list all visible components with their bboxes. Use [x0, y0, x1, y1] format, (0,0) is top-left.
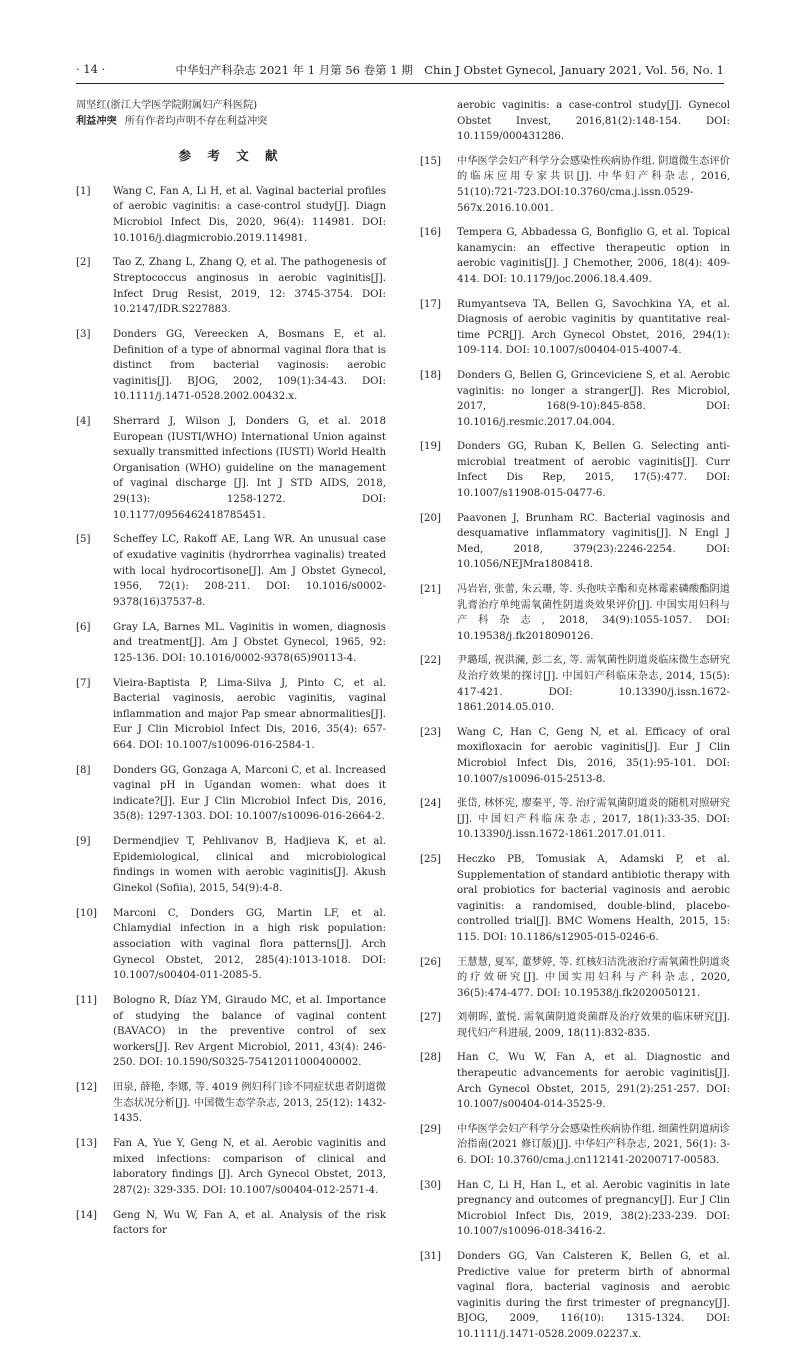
reference-item	[76, 1136, 386, 1198]
reference-text: Geng N, Wu W, Fan A, et al. Analysis of the risk factors for	[113, 1209, 386, 1237]
page-number: · 14 ·	[76, 62, 106, 76]
reference-text: 刘朝晖, 董悦. 需氧菌阴道炎菌群及治疗效果的临床研究[J]. 现代妇产科进展, 2009, 18(11):832-835.	[457, 1012, 730, 1039]
reference-number: [8]	[76, 764, 91, 776]
reference-item	[76, 1080, 386, 1127]
reference-text: Marconi C, Donders GG, Martin LF, et al. Chlamydial infection in a high risk population: association with vaginal flora patterns[J]. Arch Gynecol Obstet, 2012, 285(4):1013-1018. DOI: 10.1007/s00404-011-2085-5.	[113, 907, 386, 982]
reference-item	[420, 796, 730, 843]
reference-text: 田泉, 薛艳, 李娜, 等. 4019 例妇科门诊不同症状患者阴道微生态状况分析[J]. 中国微生态学杂志, 2013, 25(12): 1432-1435.	[113, 1082, 386, 1125]
reference-item	[76, 676, 386, 754]
reference-text: Han C, Wu W, Fan A, et al. Diagnostic and therapeutic advancements for aerobic vaginitis[J]. Arch Gynecol Obstet, 2015, 291(2):251-257. DOI: 10.1007/s00404-014-3525-9.	[457, 1052, 730, 1111]
reference-item	[76, 532, 386, 610]
reference-text: 尹璐瑶, 祝洪澜, 彭二玄, 等. 需氧菌性阴道炎临床微生态研究及治疗效果的探讨[J]. 中国妇产科临床杂志, 2014, 15(5): 417-421. DOI: 10.13390/j.issn.1672-1861.2014.05.010.	[457, 655, 730, 714]
reference-number: [7]	[76, 677, 91, 689]
reference-number: [23]	[420, 726, 441, 738]
reference-text: Donders GG, Van Calsteren K, Bellen G, et al. Predictive value for preterm birth of abnormal vaginal flora, bacterial vaginosis and aerobic vaginitis during the first trimester of pregnancy[J]. BJOG, 2009, 116(10): 1315-1324. DOI: 10.1111/j.1471-0528.2009.02237.x.	[457, 1251, 730, 1340]
conflict-text: 所有作者均声明不存在利益冲突	[124, 115, 268, 127]
reference-number: [11]	[76, 994, 97, 1006]
reference-item	[420, 1122, 730, 1169]
reference-text: Bologno R, Díaz YM, Giraudo MC, et al. Importance of studying the balance of vaginal content (BAVACO) in the preventive control of sex workers[J]. Rev Argent Microbiol, 2011, 43(4): 246-250. DOI: 10.1590/S0325-75412011000400002.	[113, 994, 386, 1069]
reference-list-right	[420, 154, 730, 1343]
reference-item	[420, 368, 730, 430]
left-column	[76, 98, 386, 1248]
reference-text: 中华医学会妇产科学分会感染性疾病协作组. 细菌性阴道病诊治指南(2021 修订版)[J]. 中华妇产科杂志, 2021, 56(1): 3-6. DOI: 10.3760/cma.j.cn112141-20200717-00583.	[457, 1123, 730, 1167]
journal-info: 中华妇产科杂志 2021 年 1 月第 56 卷第 1 期 Chin J Obstet Gynecol, January 2021, Vol. 56, No. 1	[175, 63, 724, 77]
header-rule	[76, 83, 724, 84]
reference-item	[420, 1010, 730, 1041]
reference-item	[420, 955, 730, 1002]
reference-item	[420, 1249, 730, 1343]
reference-item	[420, 725, 730, 787]
reference-number: [19]	[420, 441, 441, 453]
author-affiliation: 周坚红(浙江大学医学院附属妇产科医院)	[76, 100, 258, 111]
reference-item	[76, 906, 386, 984]
reference-number: [29]	[420, 1123, 441, 1135]
reference-item	[76, 184, 386, 246]
reference-text: Donders GG, Ruban K, Bellen G. Selecting anti-microbial treatment of aerobic vaginitis[J]. Curr Infect Dis Rep, 2015, 17(5):477. DOI: 10.1007/s11908-015-0477-6.	[457, 441, 730, 500]
reference-number: [26]	[420, 956, 441, 968]
reference-text: Fan A, Yue Y, Geng N, et al. Aerobic vaginitis and mixed infections: comparison of clinical and laboratory findings [J]. Arch Gynecol Obstet, 2013, 287(2): 329-335. DOI: 10.1007/s00404-012-2571-4.	[113, 1138, 386, 1196]
reference-number: [24]	[420, 798, 441, 810]
reference-number: [2]	[76, 257, 91, 269]
reference-item	[76, 327, 386, 405]
running-header	[76, 62, 724, 78]
reference-number: [3]	[76, 328, 91, 340]
reference-number: [12]	[76, 1082, 97, 1094]
reference-text: Wang C, Han C, Geng N, et al. Efficacy of oral moxifloxacin for aerobic vaginitis[J]. Eur J Clin Microbiol Infect Dis, 2016, 35(1):95-101. DOI: 10.1007/s10096-015-2513-8.	[457, 726, 730, 785]
reference-item	[420, 653, 730, 715]
reference-item	[420, 1050, 730, 1112]
reference-item	[420, 1178, 730, 1240]
reference-item	[76, 620, 386, 667]
reference-item	[76, 255, 386, 317]
reference-number: [31]	[420, 1251, 441, 1262]
reference-number: [5]	[76, 534, 91, 546]
reference-number: [1]	[76, 185, 91, 197]
reference-text: Paavonen J, Brunham RC. Bacterial vaginosis and desquamative inflammatory vaginitis[J]. N Engl J Med, 2018, 379(23):2246-2254. DOI: 10.1056/NEJMra1808418.	[457, 512, 730, 571]
reference-number: [20]	[420, 512, 441, 524]
reference-text: Donders GG, Gonzaga A, Marconi C, et al. Increased vaginal pH in Ugandan women: what does it indicate?[J]. Eur J Clin Microbiol Infect Dis, 2016, 35(8): 1297-1303. DOI: 10.1007/s10096-016-2664-2.	[113, 764, 386, 823]
reference-item	[420, 439, 730, 501]
reference-number: [21]	[420, 584, 441, 596]
reference-text: Donders GG, Vereecken A, Bosmans E, et al. Definition of a type of abnormal vaginal flora that is distinct from bacterial vaginosis: aerobic vaginitis[J]. BJOG, 2002, 109(1):34-43. DOI: 10.1111/j.1471-0528.2002.00432.x.	[113, 328, 386, 403]
reference-number: [25]	[420, 853, 441, 865]
reference-text: Donders G, Bellen G, Grinceviciene S, et al. Aerobic vaginitis: no longer a stranger[J]. Res Microbiol, 2017, 168(9-10):845-858. DOI: 10.1016/j.resmic.2017.04.004.	[457, 369, 730, 428]
conflict-of-interest	[76, 114, 386, 130]
reference-item	[420, 297, 730, 359]
reference-list-left	[76, 184, 386, 1239]
reference-text: Sherrard J, Wilson J, Donders G, et al. 2018 European (IUSTI/WHO) International Union against sexually transmitted infections (IUSTI) World Health Organisation (WHO) guideline on the management of vaginal discharge [J]. Int J STD AIDS, 2018, 29(13): 1258-1272. DOI: 10.1177/0956462418785451.	[113, 416, 387, 521]
reference-text: Tao Z, Zhang L, Zhang Q, et al. The pathogenesis of Streptococcus anginosus in aerobic vaginitis[J]. Infect Drug Resist, 2019, 12: 3745-3754. DOI: 10.2147/IDR.S227883.	[113, 257, 386, 316]
reference-text: Rumyantseva TA, Bellen G, Savochkina YA, et al. Diagnosis of aerobic vaginitis by quantitative real-time PCR[J]. Arch Gynecol Obstet, 2016, 294(1): 109-114. DOI: 10.1007/s00404-015-4007-4.	[457, 298, 730, 357]
reference-number: [22]	[420, 655, 441, 667]
reference-number: [15]	[420, 155, 441, 167]
reference-number: [9]	[76, 836, 91, 848]
reference-number: [30]	[420, 1179, 441, 1191]
reference-text: 王慧慧, 夏军, 董梦婷, 等. 红核妇洁洗液治疗需氧菌性阴道炎的疗效研究[J]. 中国实用妇科与产科杂志, 2020, 36(5):474-477. DOI: 10.19538/j.fk2020050121.	[457, 956, 730, 999]
reference-text: 中华医学会妇产科学分会感染性疾病协作组. 阴道微生态评价的临床应用专家共识[J]. 中华妇产科杂志, 2016, 51(10):721-723.DOI:10.3760/cma.j.issn.0529-567x.2016.10.001.	[457, 155, 730, 214]
reference-item	[420, 582, 730, 644]
reference-text: Wang C, Fan A, Li H, et al. Vaginal bacterial profiles of aerobic vaginitis: a case-control study[J]. Diagn Microbiol Infect Dis, 2020, 96(4): 114981. DOI: 10.1016/j.diagmicrobio.2019.114981.	[113, 185, 386, 244]
reference-number: [18]	[420, 369, 441, 381]
reference-text: Scheffey LC, Rakoff AE, Lang WR. An unusual case of exudative vaginitis (hydrorrhea vaginalis) treated with local hydrocortisone[J]. Am J Obstet Gynecol, 1956, 72(1): 208-211. DOI: 10.1016/s0002-9378(16)37537-8.	[113, 534, 386, 608]
reference-number: [16]	[420, 227, 441, 239]
reference-text: Gray LA, Barnes ML. Vaginitis in women, diagnosis and treatment[J]. Am J Obstet Gynecol, 1965, 92: 125-136. DOI: 10.1016/0002-9378(65)90113-4.	[113, 621, 386, 664]
reference-item	[76, 834, 386, 896]
reference-item	[76, 414, 386, 523]
reference-number: [14]	[76, 1209, 97, 1221]
reference-item	[76, 1208, 386, 1239]
reference-item	[420, 225, 730, 287]
reference-text: Dermendjiev T, Pehlivanov B, Hadjieva K, et al. Epidemiological, clinical and microbiological findings in women with aerobic vaginitis[J]. Akush Ginekol (Sofiia), 2015, 54(9):4-8.	[113, 836, 386, 895]
reference-number: [6]	[76, 621, 91, 633]
reference-number: [27]	[420, 1012, 441, 1024]
reference-text: Heczko PB, Tomusiak A, Adamski P, et al. Supplementation of standard antibiotic therapy with oral probiotics for bacterial vaginosis and aerobic vaginitis: a randomised, double-blind, placebo-controlled trial[J]. BMC Womens Health, 2015, 15: 115. DOI: 10.1186/s12905-015-0246-6.	[457, 853, 730, 943]
reference-number: [10]	[76, 907, 97, 919]
reference-item	[420, 852, 730, 946]
reference-text: Han C, Li H, Han L, et al. Aerobic vaginitis in late pregnancy and outcomes of pregnancy[J]. Eur J Clin Microbiol Infect Dis, 2019, 38(2):233-239. DOI: 10.1007/s10096-018-3416-2.	[457, 1179, 730, 1238]
reference-item	[76, 993, 386, 1071]
reference-text: Vieira-Baptista P, Lima-Silva J, Pinto C, et al. Bacterial vaginosis, aerobic vaginitis, vaginal inflammation and major Pap smear abnormalities[J]. Eur J Clin Microbiol Infect Dis, 2016, 35(4): 657-664. DOI: 10.1007/s10096-016-2584-1.	[113, 677, 386, 751]
conflict-label: 利益冲突	[76, 114, 117, 127]
reference-number: [28]	[420, 1052, 441, 1064]
reference-number: [13]	[76, 1138, 97, 1150]
reference-text: 张岱, 林怀宪, 廖秦平, 等. 治疗需氧菌阴道炎的随机对照研究[J]. 中国妇产科临床杂志, 2017, 18(1):33-35. DOI: 10.13390/j.issn.1672-1861.2017.01.011.	[457, 798, 730, 841]
reference-14-continuation: aerobic vaginitis: a case-control study[J]. Gynecol Obstet Invest, 2016,81(2):148-154. DOI: 10.1159/000431286.	[457, 100, 730, 143]
reference-number: [4]	[76, 416, 91, 428]
right-column	[420, 98, 730, 1352]
reference-number: [17]	[420, 298, 441, 310]
references-heading: 参 考 文 献	[178, 148, 284, 164]
reference-item	[420, 154, 730, 216]
reference-text: 冯岩岩, 张蕾, 朱云珊, 等. 头孢呋辛酯和克林霉素磷酸酯阴道乳膏治疗单纯需氧菌性阴道炎效果评价[J]. 中国实用妇科与产科杂志, 2018, 34(9):1055-1057. DOI: 10.19538/j.fk2018090126.	[457, 584, 730, 642]
reference-item	[420, 511, 730, 573]
reference-text: Tempera G, Abbadessa G, Bonfiglio G, et al. Topical kanamycin: an effective therapeutic option in aerobic vaginitis[J]. J Chemother, 2006, 18(4): 409-414. DOI: 10.1179/joc.2006.18.4.409.	[457, 227, 730, 285]
reference-item	[76, 763, 386, 825]
